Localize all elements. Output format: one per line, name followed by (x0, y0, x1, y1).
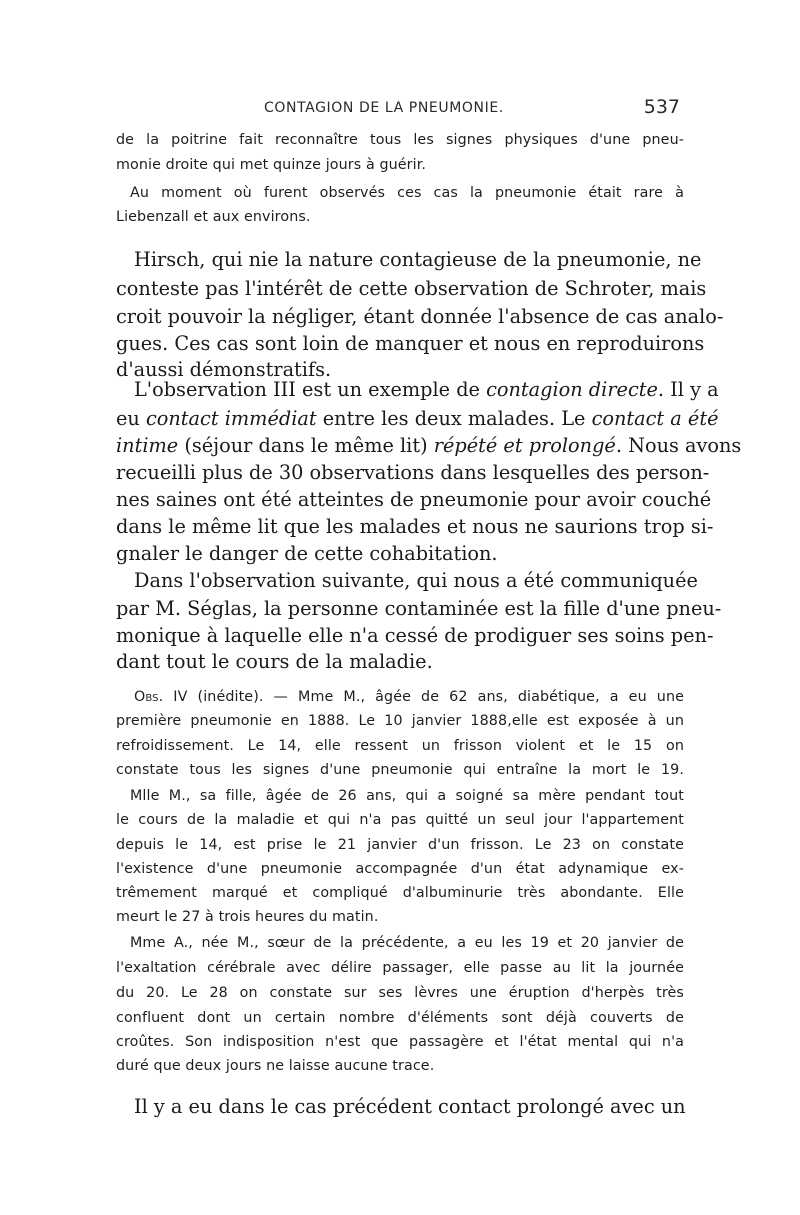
text-line: première pneumonie en 1888. Le 10 janvier 1888,elle est exposée à un (116, 713, 684, 729)
running-header (112, 96, 684, 124)
text-line: recueilli plus de 30 observations dans lesquelles des person- (116, 461, 710, 484)
running-header-title: CONTAGION DE LA PNEUMONIE. (264, 100, 504, 116)
text-line: Il y a eu dans le cas précédent contact prolongé avec un (134, 1095, 686, 1118)
text-line: Mlle M., sa fille, âgée de 26 ans, qui a soigné sa mère pendant tout (130, 788, 684, 804)
text-line: meurt le 27 à trois heures du matin. (116, 909, 379, 925)
text-line: dans le même lit que les malades et nous ne saurions trop si- (116, 515, 714, 538)
observation-heading-line: Obs. IV (inédite). — Mme M., âgée de 62 ans, diabétique, a eu une (134, 689, 684, 705)
text-line: monie droite qui met quinze jours à guérir. (116, 157, 427, 173)
text-line: Mme A., née M., sœur de la précédente, a eu les 19 et 20 janvier de (130, 935, 684, 951)
text-line: depuis le 14, est prise le 21 janvier d'un frisson. Le 23 on constate (116, 837, 684, 853)
text-line: confluent dont un certain nombre d'éléments sont déjà couverts de (116, 1010, 684, 1026)
text-line: constate tous les signes d'une pneumonie qui entraîne la mort le 19. (116, 762, 684, 778)
text-line: nes saines ont été atteintes de pneumonie pour avoir couché (116, 488, 712, 511)
text-line: d'aussi démonstratifs. (116, 358, 332, 381)
observation-label: Obs. IV (134, 689, 188, 705)
text-line: croûtes. Son indisposition n'est que passagère et l'état mental qui n'a (116, 1034, 684, 1050)
text-line: duré que deux jours ne laisse aucune trace. (116, 1058, 435, 1074)
text-line: intime (séjour dans le même lit) répété et prolongé. Nous avons (116, 434, 742, 457)
page-number: 537 (643, 96, 680, 118)
text-line: l'existence d'une pneumonie accompagnée d'un état adynamique ex- (116, 861, 684, 877)
text-line: l'exaltation cérébrale avec délire passager, elle passe au lit la journée (116, 960, 684, 976)
text-line: Dans l'observation suivante, qui nous a été communiquée (134, 569, 698, 592)
text-line: le cours de la maladie et qui n'a pas quitté un seul jour l'appartement (116, 812, 684, 828)
text-line: gues. Ces cas sont loin de manquer et nous en reproduirons (116, 332, 705, 355)
text-line: dant tout le cours de la maladie. (116, 650, 433, 673)
text-line: trêmement marqué et compliqué d'albuminurie très abondante. Elle (116, 885, 684, 901)
text-line: croit pouvoir la négliger, étant donnée l'absence de cas analo- (116, 305, 724, 328)
text-line: de la poitrine fait reconnaître tous les signes physiques d'une pneu- (116, 132, 684, 148)
text-line: L'observation III est un exemple de contagion directe. Il y a (134, 378, 719, 401)
text-line: eu contact immédiat entre les deux malades. Le contact a été (116, 407, 719, 430)
text-line: refroidissement. Le 14, elle ressent un frisson violent et le 15 on (116, 738, 684, 754)
text-line: conteste pas l'intérêt de cette observation de Schroter, mais (116, 277, 707, 300)
text-line: Liebenzall et aux environs. (116, 209, 311, 225)
text-line: du 20. Le 28 on constate sur ses lèvres une éruption d'herpès très (116, 985, 684, 1001)
text-line: par M. Séglas, la personne contaminée est la fille d'une pneu- (116, 597, 722, 620)
text-line: monique à laquelle elle n'a cessé de prodiguer ses soins pen- (116, 624, 714, 647)
text-line: gnaler le danger de cette cohabitation. (116, 542, 498, 565)
text-line: Au moment où furent observés ces cas la pneumonie était rare à (130, 185, 684, 201)
text-line: Hirsch, qui nie la nature contagieuse de la pneumonie, ne (134, 248, 702, 271)
